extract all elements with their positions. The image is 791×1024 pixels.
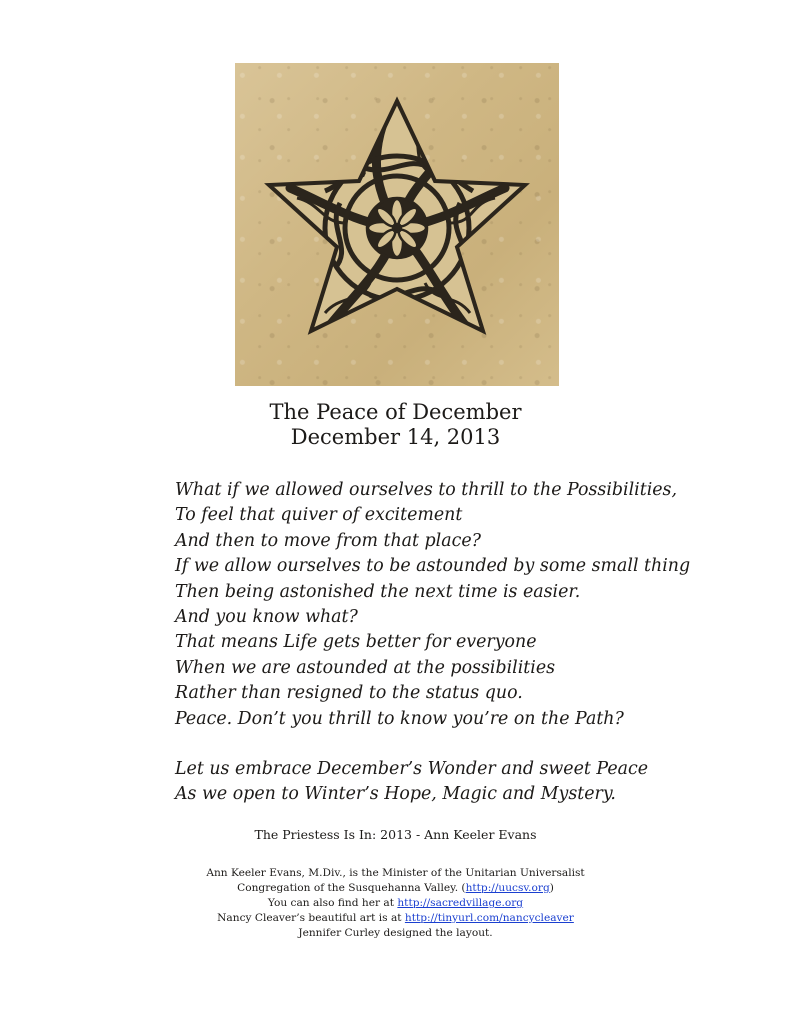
layout-credit: Jennifer Curley designed the layout. [298,927,493,939]
poem-line: Rather than resigned to the status quo. [175,683,523,704]
poem-line: If we allow ourselves to be astounded by some small thing [175,556,691,577]
artist-text: Nancy Cleaver’s beautiful art is at [217,912,405,924]
star-mandala-illustration [235,63,559,386]
poem-body [175,478,735,808]
congregation-text: Congregation of the Susquehanna Valley. ( [237,882,466,894]
sacredvillage-line [0,896,791,911]
poem-line: As we open to Winter’s Hope, Magic and Mystery. [175,784,616,805]
center-flower [367,198,427,258]
uucsv-link[interactable]: http://uucsv.org [465,882,550,894]
poem-line: To feel that quiver of excitement [175,505,463,526]
poem-line: Let us embrace December’s Wonder and sweet Peace [175,758,649,779]
artist-line [0,911,791,926]
poem-title: The Peace of December [269,400,522,424]
series-credit: The Priestess Is In: 2013 - Ann Keeler Evans [254,827,537,842]
poem-date: December 14, 2013 [290,425,501,449]
nancycleaver-link[interactable]: http://tinyurl.com/nancycleaver [404,912,574,924]
poem-line: And you know what? [175,606,358,627]
author-bio: Ann Keeler Evans, M.Div., is the Minister of the Unitarian Universalist [206,867,585,879]
author-notes [0,866,791,941]
poem-line: When we are astounded at the possibilities [175,657,556,678]
congregation-line [0,881,791,896]
congregation-close: ) [549,882,554,894]
stanza-break [175,732,735,757]
poem-line: Peace. Don’t you thrill to know you’re on the Path? [175,708,624,729]
artwork-star-mandala [235,63,559,386]
sacredvillage-link[interactable]: http://sacredvillage.org [397,897,524,909]
sacredvillage-text: You can also find her at [267,897,398,909]
poem-line: That means Life gets better for everyone [175,632,537,653]
poem-line: And then to move from that place? [175,530,481,551]
poem-line: What if we allowed ourselves to thrill to the Possibilities, [175,480,678,500]
poem-line: Then being astonished the next time is easier. [175,581,581,602]
